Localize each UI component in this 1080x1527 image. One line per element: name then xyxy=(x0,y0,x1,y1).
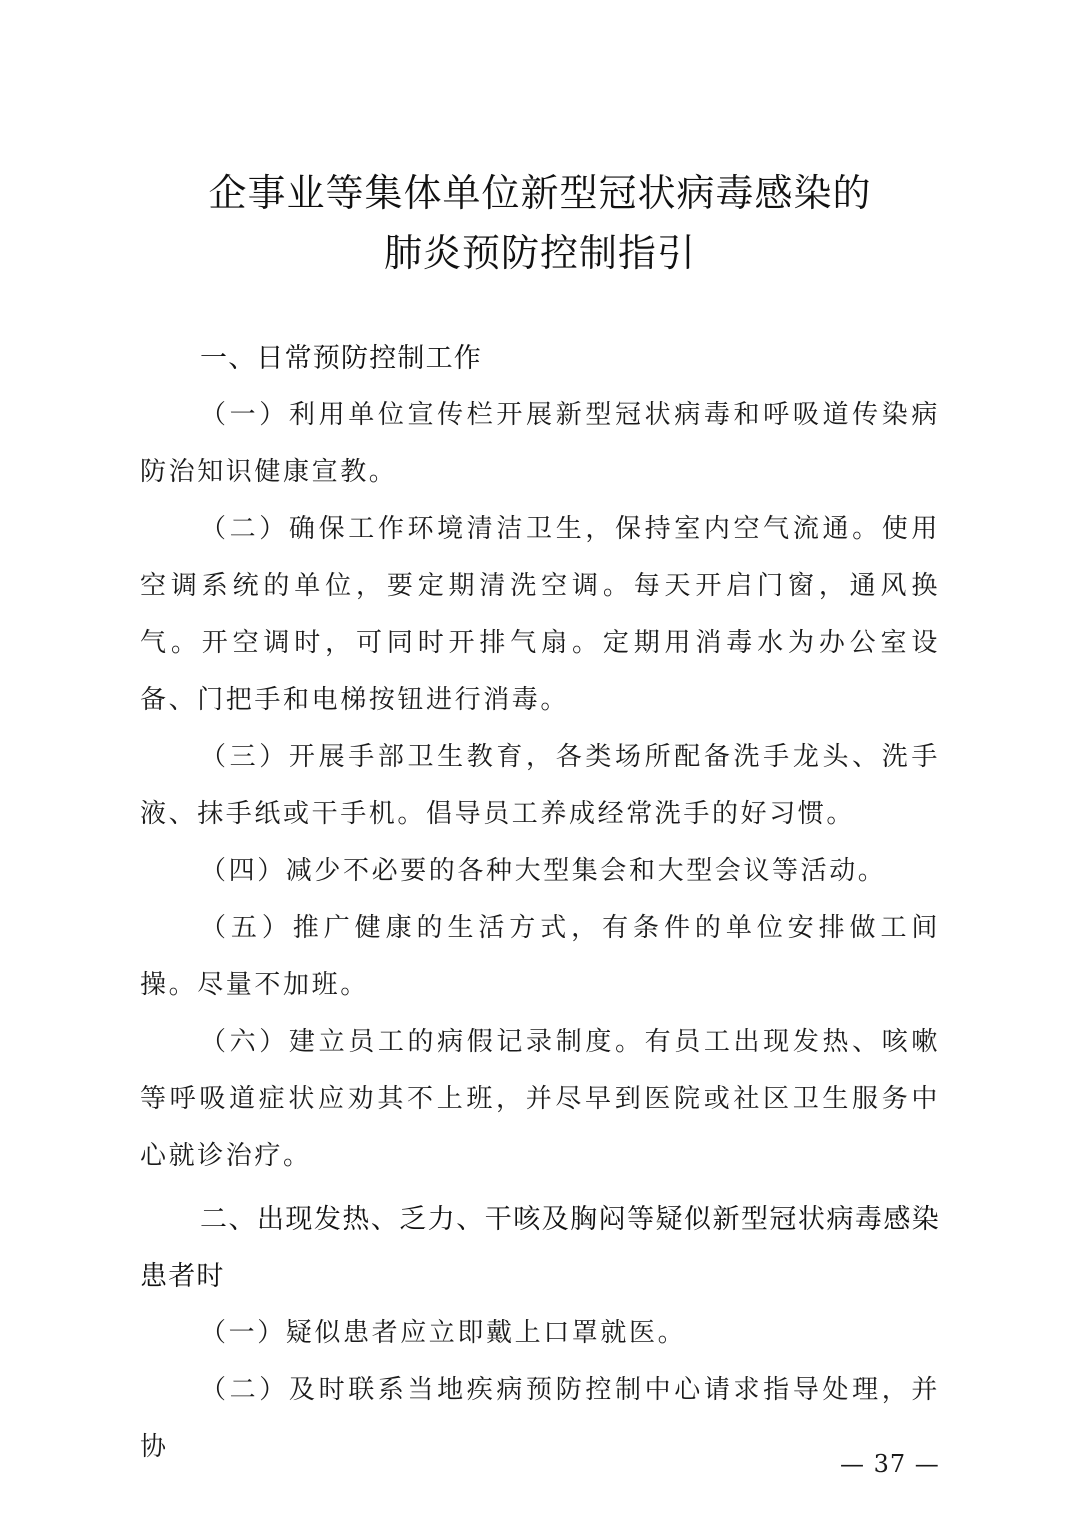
document-body xyxy=(140,330,940,1476)
page-number: — 37 — xyxy=(840,1450,940,1478)
section-1-item-6: （六）建立员工的病假记录制度。有员工出现发热、咳嗽等呼吸道症状应劝其不上班，并尽早到医院或社区卫生服务中心就诊治疗。 xyxy=(140,1027,940,1171)
section-1-item-4: （四）减少不必要的各种大型集会和大型会议等活动。 xyxy=(200,856,887,886)
section-1-heading: 一、日常预防控制工作 xyxy=(200,343,482,374)
document-title-line-2: 肺炎预防控制指引 xyxy=(383,231,696,275)
section-2-item-2: （二）及时联系当地疾病预防控制中心请求指导处理，并协 xyxy=(140,1375,940,1462)
section-1-item-1: （一）利用单位宣传栏开展新型冠状病毒和呼吸道传染病防治知识健康宣教。 xyxy=(140,400,940,487)
section-1-item-5: （五）推广健康的生活方式，有条件的单位安排做工间操。尽量不加班。 xyxy=(140,913,940,1000)
section-2-item-1: （一）疑似患者应立即戴上口罩就医。 xyxy=(200,1318,687,1348)
section-1-item-3: （三）开展手部卫生教育，各类场所配备洗手龙头、洗手液、抹手纸或干手机。倡导员工养成经常洗手的好习惯。 xyxy=(140,742,940,829)
section-2-heading: 二、出现发热、乏力、干咳及胸闷等疑似新型冠状病毒感染患者时 xyxy=(140,1204,940,1292)
section-1-item-2: （二）确保工作环境清洁卫生，保持室内空气流通。使用空调系统的单位，要定期清洗空调。每天开启门窗，通风换气。开空调时，可同时开排气扇。定期用消毒水为办公室设备、门把手和电梯按钮进行消毒。 xyxy=(140,514,940,715)
document-title-line-1: 企事业等集体单位新型冠状病毒感染的 xyxy=(208,171,872,215)
